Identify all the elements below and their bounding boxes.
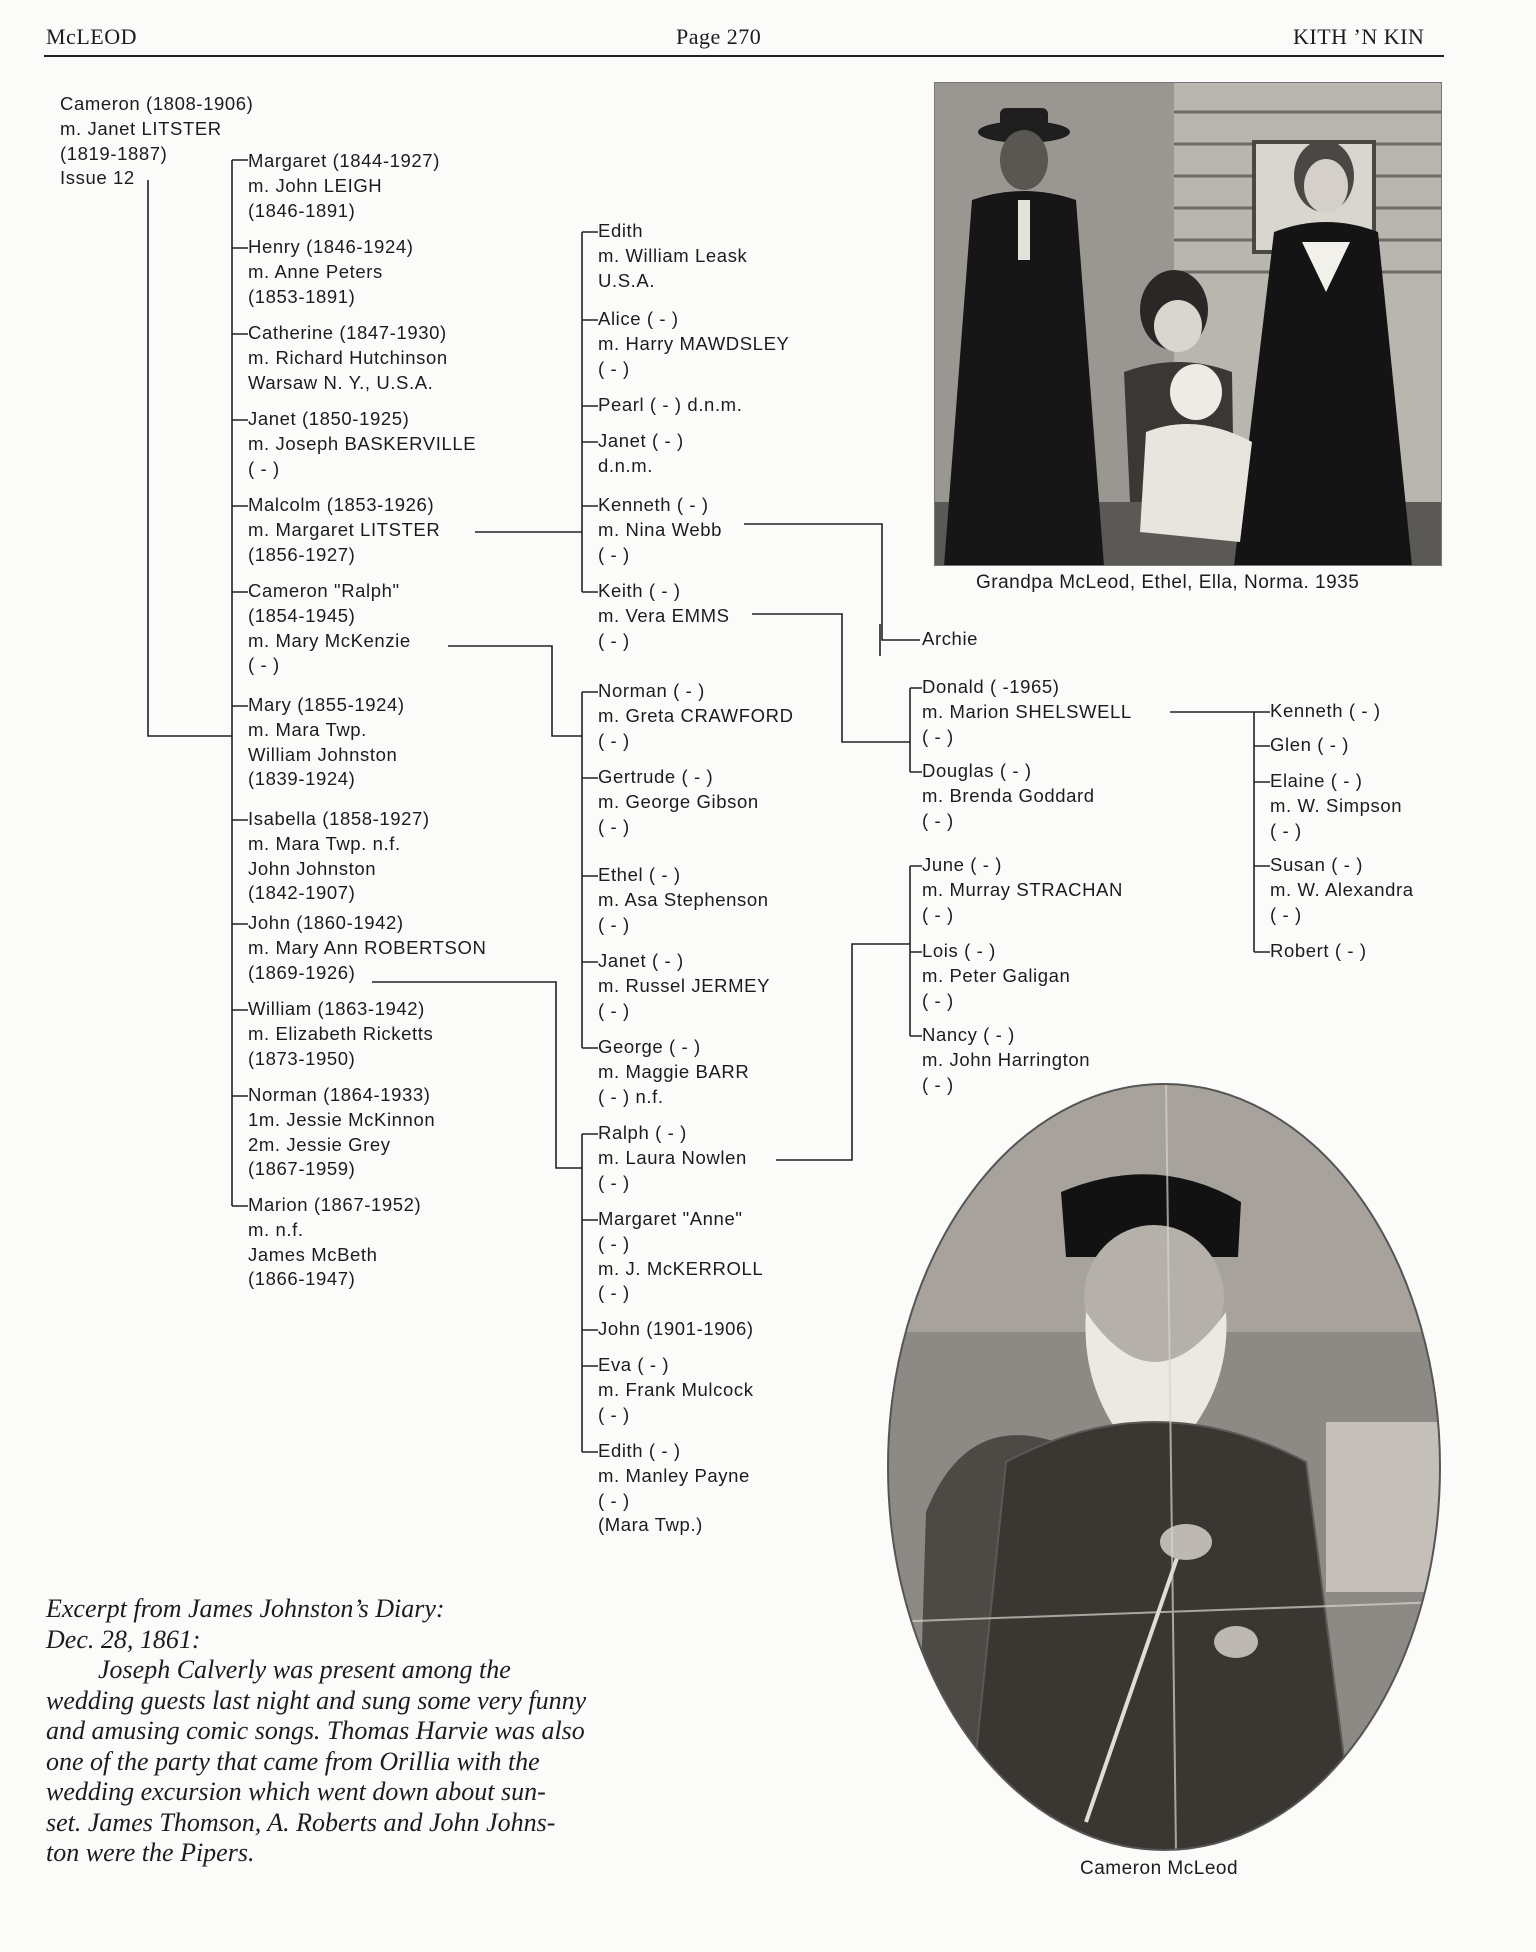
gen2-entry: Margaret (1844-1927) m. John LEIGH (1846-1891): [248, 150, 440, 221]
gen5-entry: Glen ( - ): [1270, 734, 1349, 755]
gen3-entry: George ( - ) m. Maggie BARR ( - ) n.f.: [598, 1036, 750, 1107]
page-number: Page 270: [676, 24, 762, 49]
gen5-entry: Elaine ( - ) m. W. Simpson ( - ): [1270, 770, 1403, 841]
gen2-entry: Norman (1864-1933) 1m. Jessie McKinnon 2m. Jessie Grey (1867-1959): [248, 1084, 436, 1180]
gen2-entry: Cameron "Ralph" (1854-1945) m. Mary McKenzie ( - ): [248, 580, 411, 676]
root-issue: Issue 12: [60, 167, 135, 189]
cameron-mcleod-portrait: [886, 1082, 1442, 1852]
root-ancestor: [60, 92, 253, 191]
gen3-entry: Ethel ( - ) m. Asa Stephenson ( - ): [598, 864, 769, 935]
gen3-entry: Ralph ( - ) m. Laura Nowlen ( - ): [598, 1122, 747, 1193]
gen3-entry: Edith ( - ) m. Manley Payne ( - ) (Mara Twp.): [598, 1440, 750, 1536]
gen2-entry: Janet (1850-1925) m. Joseph BASKERVILLE ( - ): [248, 408, 477, 479]
header-book-title: KITH ’N KIN: [1293, 24, 1425, 49]
gen2-entry: John (1860-1942) m. Mary Ann ROBERTSON (1869-1926): [248, 912, 487, 983]
gen4-entry: Douglas ( - ) m. Brenda Goddard ( - ): [922, 760, 1095, 831]
gen3-entry: Keith ( - ) m. Vera EMMS ( - ): [598, 580, 730, 651]
gen4-entry: Donald ( -1965) m. Marion SHELSWELL ( - ): [922, 676, 1132, 747]
gen3-entry: Kenneth ( - ) m. Nina Webb ( - ): [598, 494, 723, 565]
family-photo-1935: [934, 82, 1442, 566]
gen3-entry: Margaret "Anne" ( - ) m. J. McKERROLL ( - ): [598, 1208, 764, 1304]
gen3-entry: Janet ( - ) m. Russel JERMEY ( - ): [598, 950, 771, 1021]
gen2-entry: William (1863-1942) m. Elizabeth Ricketts (1873-1950): [248, 998, 434, 1069]
diary-excerpt: Excerpt from James Johnston’s Diary: Dec. 28, 1861: Joseph Calverly was present among the wedding guests last night and sung some very funny and amusing comic songs. Thomas Harvie was also one of the party that came from Orillia with the wedding excursion which went down about sun- set. James Thomson, A. Roberts and John Johns- ton were the Pipers.: [46, 1594, 746, 1869]
family-photo-caption: Grandpa McLeod, Ethel, Ella, Norma. 1935: [976, 572, 1360, 593]
gen5-entry: Kenneth ( - ): [1270, 700, 1381, 721]
diary-date: Dec. 28, 1861:: [46, 1624, 201, 1654]
gen2-entry: Isabella (1858-1927) m. Mara Twp. n.f. John Johnston (1842-1907): [248, 808, 430, 904]
gen3-entry: Alice ( - ) m. Harry MAWDSLEY ( - ): [598, 308, 790, 379]
gen2-entry: Catherine (1847-1930) m. Richard Hutchinson Warsaw N. Y., U.S.A.: [248, 322, 448, 393]
gen3-entry: John (1901-1906): [598, 1318, 754, 1339]
root-name: Cameron (1808-1906): [60, 93, 254, 114]
gen3-entry: Norman ( - ) m. Greta CRAWFORD ( - ): [598, 680, 794, 751]
gen3-entry: Pearl ( - ) d.n.m.: [598, 394, 743, 415]
gen5-entry: Robert ( - ): [1270, 940, 1367, 961]
portrait-caption: Cameron McLeod: [1080, 1858, 1239, 1879]
gen4-archie: Archie: [922, 628, 979, 649]
gen2-entry: Henry (1846-1924) m. Anne Peters (1853-1891): [248, 236, 414, 307]
gen4-entry: June ( - ) m. Murray STRACHAN ( - ): [922, 854, 1123, 925]
gen2-entry: Mary (1855-1924) m. Mara Twp. William Johnston (1839-1924): [248, 694, 405, 790]
gen3-entry: Gertrude ( - ) m. George Gibson ( - ): [598, 766, 759, 837]
root-spouse: m. Janet LITSTER: [60, 117, 222, 139]
gen3-entry: Edith m. William Leask U.S.A.: [598, 220, 748, 291]
gen4-entry: Nancy ( - ) m. John Harrington ( - ): [922, 1024, 1091, 1095]
header-family-name: McLEOD: [46, 24, 137, 49]
root-spouse-dates: (1819-1887): [60, 142, 168, 164]
diary-heading: Excerpt from James Johnston’s Diary:: [46, 1594, 445, 1623]
gen2-entry: Marion (1867-1952) m. n.f. James McBeth (1866-1947): [248, 1194, 422, 1290]
gen5-entry: Susan ( - ) m. W. Alexandra ( - ): [1270, 854, 1414, 925]
gen4-entry: Lois ( - ) m. Peter Galigan ( - ): [922, 940, 1071, 1011]
gen2-entry: Malcolm (1853-1926) m. Margaret LITSTER (1856-1927): [248, 494, 441, 565]
gen3-entry: Eva ( - ) m. Frank Mulcock ( - ): [598, 1354, 754, 1425]
gen3-entry: Janet ( - ) d.n.m.: [598, 430, 684, 476]
